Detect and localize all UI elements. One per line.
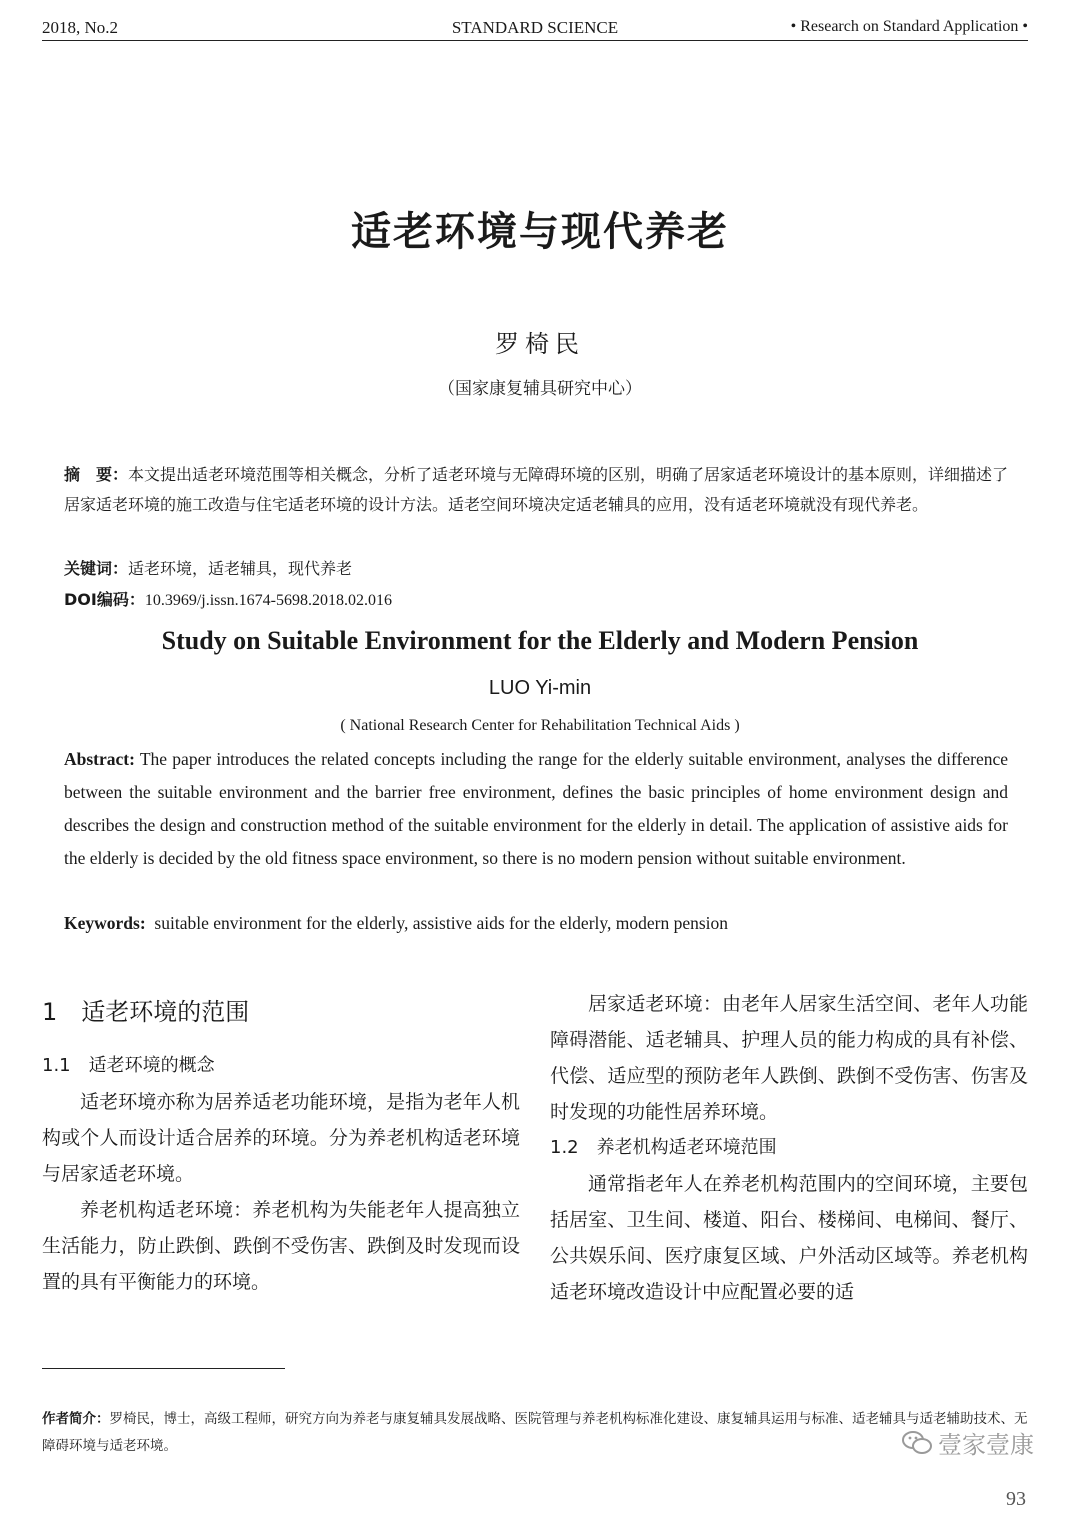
zh-abstract-label: 摘 要： [64, 465, 129, 484]
doi-line [64, 585, 1019, 616]
zh-keywords-label: 关键词： [64, 559, 129, 578]
doi-label: DOI编码： [64, 590, 145, 609]
watermark-text: 壹家壹康 [938, 1431, 1034, 1459]
english-abstract [64, 743, 1008, 875]
english-abstract-label: Abstract: [64, 749, 135, 769]
zh-abstract [64, 460, 1019, 520]
english-affiliation: ( National Research Center for Rehabilitation Technical Aids ) [340, 717, 740, 734]
right-column [550, 986, 1028, 1310]
paragraph: 居家适老环境：由老年人居家生活空间、老年人功能障碍潜能、适老辅具、护理人员的能力构成的具有补偿、代偿、适应型的预防老年人跌倒、跌倒不受伤害、伤害及时发现的功能性居养环境。 [550, 993, 1028, 1123]
page-number: 93 [1006, 1488, 1026, 1510]
english-title: Study on Suitable Environment for the Elderly and Modern Pension [161, 626, 919, 655]
header-issue: 2018, No.2 [42, 18, 119, 37]
english-keywords [64, 907, 1024, 940]
wechat-icon [902, 1430, 932, 1456]
subsection-heading-1-2: 1.2 养老机构适老环境范围 [550, 1137, 777, 1158]
left-column [42, 990, 520, 1300]
affiliation: （国家康复辅具研究中心） [438, 379, 642, 399]
english-abstract-text: The paper introduces the related concepts including the range for the elderly suitable environment, analyses the difference between the suitable environment and the barrier free environment, defines the basic principles of home environment design and describes the design and construction method of the suitable environment for the elderly in detail. The application of assistive aids for the elderly is decided by the old fitness space environment, so there is no modern pension without suitable environment. [64, 749, 1008, 868]
author-footnote [42, 1406, 1032, 1460]
section-heading-1: 1 适老环境的范围 [42, 998, 250, 1026]
footnote-rule [42, 1368, 285, 1369]
zh-abstract-text: 本文提出适老环境范围等相关概念，分析了适老环境与无障碍环境的区别，明确了居家适老环境设计的基本原则，详细描述了居家适老环境的施工改造与住宅适老环境的设计方法。适老空间环境决定适老辅具的应用，没有适老环境就没有现代养老。 [64, 465, 1009, 514]
header-section: • Research on Standard Application • [790, 18, 1028, 35]
footnote-label: 作者简介： [42, 1411, 110, 1427]
paragraph: 养老机构适老环境：养老机构为失能老年人提高独立生活能力，防止跌倒、跌倒不受伤害、跌倒及时发现而设置的具有平衡能力的环境。 [42, 1199, 520, 1293]
footnote-text: 罗椅民，博士，高级工程师，研究方向为养老与康复辅具发展战略、医院管理与养老机构标准化建设、康复辅具运用与标准、适老辅具与适老辅助技术、无障碍环境与适老环境。 [42, 1411, 1028, 1454]
doi-value: 10.3969/j.issn.1674-5698.2018.02.016 [144, 592, 392, 609]
header-journal: STANDARD SCIENCE [451, 18, 619, 37]
author-name: 罗椅民 [495, 330, 585, 358]
zh-keywords [64, 554, 1019, 584]
subsection-heading-1-1: 1.1 适老环境的概念 [42, 1055, 215, 1076]
english-author: LUO Yi-min [488, 677, 592, 699]
english-keywords-text: suitable environment for the elderly, assistive aids for the elderly, modern pension [145, 913, 729, 933]
paragraph: 适老环境亦称为居养适老功能环境，是指为老年人机构或个人而设计适合居养的环境。分为养老机构适老环境与居家适老环境。 [42, 1091, 520, 1185]
paper-title: 适老环境与现代养老 [351, 208, 729, 255]
header-rule [42, 40, 1028, 41]
zh-keywords-text: 适老环境，适老辅具，现代养老 [128, 559, 353, 578]
paragraph: 通常指老年人在养老机构范围内的空间环境，主要包括居室、卫生间、楼道、阳台、楼梯间、电梯间、餐厅、公共娱乐间、医疗康复区域、户外活动区域等。养老机构适老环境改造设计中应配置必要的适 [550, 1173, 1028, 1303]
wechat-watermark [902, 1425, 1034, 1460]
english-keywords-label: Keywords: [64, 913, 146, 933]
